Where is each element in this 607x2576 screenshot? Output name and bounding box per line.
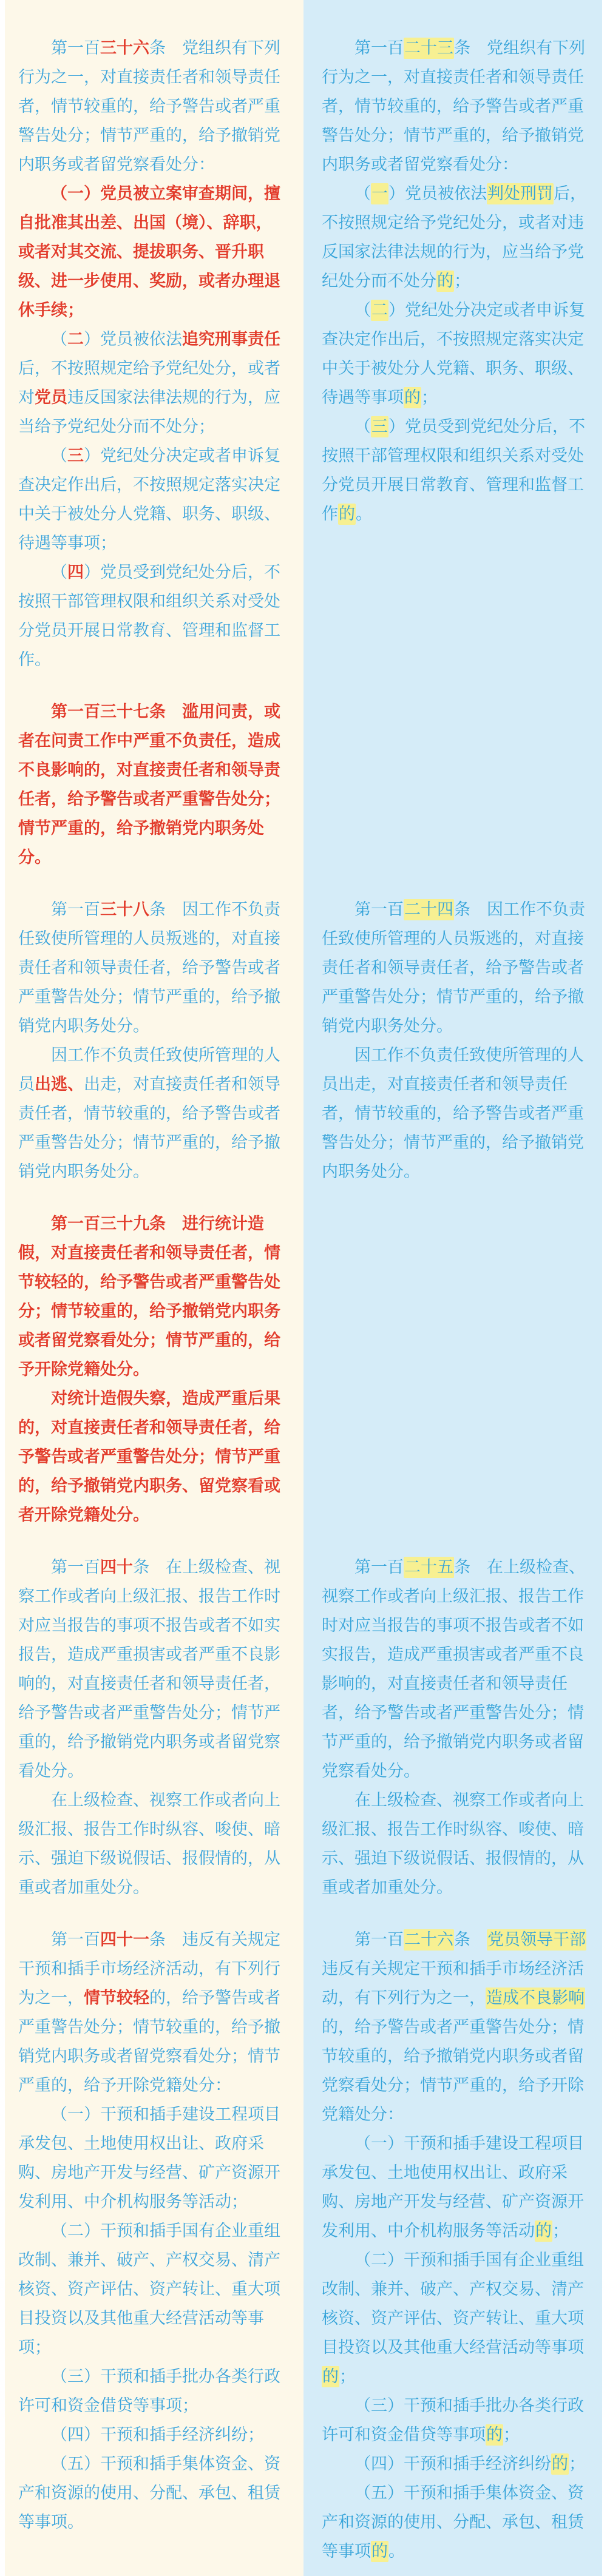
text-run: 出走，对直接责任者和领导责任者，情节较重的，给予警告或者严重警告处分；情节严重的，给予撤销党内职务处分。	[18, 1075, 280, 1181]
paragraph	[18, 1384, 287, 1530]
paragraph	[18, 698, 287, 872]
highlighted-text-run: 的	[322, 2367, 339, 2386]
paragraph	[18, 1210, 287, 1384]
paragraph	[322, 2392, 591, 2450]
text-run: ；	[503, 2426, 520, 2444]
text-run: 条 违反有关规定干预和插手市场经济活动，有下列行为之一，	[18, 1930, 280, 2008]
paragraph	[322, 1041, 591, 1187]
paragraph	[18, 2217, 287, 2362]
article-137-cell	[5, 698, 304, 872]
text-run: 条 在上级检查、视察工作或者向上级汇报、报告工作时对应当报告的事项不报告或者不如实报告，造成严重损害或者严重不良影响的，对直接责任者和领导责任者，给予警告或者严重警告处分；情节严重的，给予撤销党内职务或者留党察看处分。	[322, 1558, 585, 1781]
text-run: 因工作不负责任致使所管理的人员	[18, 1046, 280, 1094]
revised-text-run: （一）党员被立案审查期间，擅自批准其出差、出国（境）、辞职，或者对其交流、提拔职务、晋升职级、进一步使用、奖励，或者办理退休手续；	[18, 184, 280, 320]
text-run: ；	[454, 272, 470, 291]
paragraph	[322, 2450, 591, 2479]
paragraph	[322, 2129, 591, 2246]
text-run: ；	[569, 2455, 585, 2473]
text-run: ）党纪处分决定或者申诉复查决定作出后，不按照规定落实决定中关于被处分人党籍、职务、职级、待遇等事项	[322, 301, 585, 407]
article-138-cell	[5, 895, 304, 1187]
article-126-cell	[304, 1926, 602, 2566]
paragraph	[18, 895, 287, 1041]
revised-text-run: 第一百三十九条 进行统计造假，对直接责任者和领导责任者，情节较轻的，给予警告或者严重警告处分；情节较重的，给予撤销党内职务或者留党察看处分；情节严重的，给予开除党籍处分。	[18, 1215, 280, 1379]
highlighted-text-run: 的	[535, 2222, 552, 2241]
revised-text-run: 三	[67, 447, 84, 465]
text-run: （	[354, 301, 371, 320]
text-run: ；	[421, 388, 438, 407]
highlighted-text-run: 三	[371, 417, 388, 436]
empty-cell	[304, 698, 602, 872]
text-run: （二）干预和插手国有企业重组改制、兼并、破产、产权交易、清产核资、资产评估、资产转让、重大项目投资以及其他重大经营活动等事项；	[18, 2222, 280, 2357]
article-140-cell	[5, 1553, 304, 1903]
highlighted-text-run: 的	[404, 388, 421, 407]
text-run: 后，不按照规定给予党纪处分，或者对	[18, 359, 280, 407]
text-run: ）党员受到党纪处分后，不按照干部管理权限和组织关系对受处分党员开展日常教育、管理和监督工作	[322, 417, 585, 524]
paragraph	[322, 34, 591, 180]
revised-text-run: 情节较轻	[84, 1989, 149, 2008]
text-run: （四）干预和插手经济纠纷；	[51, 2426, 264, 2444]
text-run: ）党纪处分决定或者申诉复查决定作出后，不按照规定落实决定中关于被处分人党籍、职务、职级、待遇等事项；	[18, 447, 280, 553]
text-run: 条 在上级检查、视察工作或者向上级汇报、报告工作时对应当报告的事项不报告或者不如实报告，造成严重损害或者严重不良影响的，对直接责任者和领导责任者，给予警告或者严重警告处分；情节严重的，给予撤销党内职务或者留党察看处分。	[18, 1558, 280, 1781]
paragraph	[322, 2246, 591, 2392]
paragraph	[322, 1926, 591, 2129]
text-run: 条 党组织有下列行为之一，对直接责任者和领导责任者，情节较重的，给予警告或者严重警告处分；情节严重的，给予撤销党内职务或者留党察看处分：	[18, 39, 280, 174]
text-run: 因工作不负责任致使所管理的人员出走，对直接责任者和领导责任者，情节较重的，给予警告或者严重警告处分；情节严重的，给予撤销党内职务处分。	[322, 1046, 584, 1181]
text-run: （	[51, 563, 67, 582]
highlighted-text-run: 二	[371, 301, 388, 320]
text-run: （四）干预和插手经济纠纷	[354, 2455, 551, 2473]
text-run: （	[51, 447, 67, 465]
paragraph	[322, 296, 591, 413]
highlighted-text-run: 二十六	[404, 1930, 453, 1949]
text-run: 条 因工作不负责任致使所管理的人员叛逃的，对直接责任者和领导责任者，给予警告或者严重警告处分；情节严重的，给予撤销党内职务处分。	[18, 900, 280, 1036]
revised-text-run: 四	[67, 563, 84, 582]
highlighted-text-run: 的	[371, 2542, 388, 2561]
highlighted-text-run: 的	[486, 2426, 503, 2444]
paragraph	[18, 2450, 287, 2537]
text-run: 违反国家法律法规的行为，应当给予党纪处分而不处分；	[18, 388, 280, 436]
article-125-cell	[304, 1553, 602, 1903]
text-run: 在上级检查、视察工作或者向上级汇报、报告工作时纵容、唆使、暗示、强迫下级说假话、报假情的，从重或者加重处分。	[18, 1791, 280, 1897]
text-run: （	[354, 184, 371, 203]
text-run: 的，给予警告或者严重警告处分；情节较重的，给予撤销党内职务或者留党察看处分；情节严重的，给予开除党籍处分：	[18, 1989, 280, 2095]
paragraph	[322, 1553, 591, 1786]
text-run: 第一百	[354, 39, 404, 58]
article-141-cell	[5, 1926, 304, 2566]
paragraph	[322, 180, 591, 296]
text-run: （五）干预和插手集体资金、资产和资源的使用、分配、承包、租赁等事项	[322, 2484, 584, 2561]
highlighted-text-run: 党员领导干部	[487, 1930, 586, 1949]
article-136-cell	[5, 34, 304, 675]
revised-text-run: 四十	[100, 1558, 133, 1577]
paragraph	[322, 895, 591, 1041]
paragraph	[18, 2362, 287, 2421]
text-run: 违反有关规定干预和插手市场经济活动，有下列行为之一，	[322, 1960, 584, 2008]
article-123-cell	[304, 34, 602, 675]
paragraph	[18, 1786, 287, 1903]
paragraph	[18, 180, 287, 325]
text-run: ；	[552, 2222, 569, 2241]
paragraph	[18, 558, 287, 675]
text-run: ）党员受到党纪处分后，不按照干部管理权限和组织关系对受处分党员开展日常教育、管理和监督工作。	[18, 563, 280, 669]
text-run: 在上级检查、视察工作或者向上级汇报、报告工作时纵容、唆使、暗示、强迫下级说假话、报假情的，从重或者加重处分。	[322, 1791, 584, 1897]
revised-text-run: 党员	[35, 388, 67, 407]
revised-text-run: 三十八	[100, 900, 149, 919]
text-run: 。	[356, 505, 372, 524]
text-run: （三）干预和插手批办各类行政许可和资金借贷等事项	[322, 2396, 584, 2444]
text-run: 第一百	[51, 39, 100, 58]
highlighted-text-run: 一	[371, 184, 388, 203]
article-139-cell	[5, 1210, 304, 1530]
paragraph	[322, 1786, 591, 1903]
text-run: 第一百	[51, 900, 100, 919]
highlighted-text-run: 判处刑罚	[487, 184, 553, 203]
text-run: （一）干预和插手建设工程项目承发包、土地使用权出让、政府采购、房地产开发与经营、矿产资源开发利用、中介机构服务等活动	[322, 2134, 584, 2241]
revised-text-run: 三十六	[100, 39, 149, 58]
text-run: （二）干预和插手国有企业重组改制、兼并、破产、产权交易、清产核资、资产评估、资产转让、重大项目投资以及其他重大经营活动等事项	[322, 2251, 584, 2357]
text-run: 。	[388, 2542, 405, 2561]
text-run: （	[51, 330, 67, 349]
text-run: （一）干预和插手建设工程项目承发包、土地使用权出让、政府采购、房地产开发与经营、矿产资源开发利用、中介机构服务等活动；	[18, 2105, 280, 2211]
paragraph	[18, 2100, 287, 2217]
text-run: （	[354, 417, 371, 436]
text-run: 条 因工作不负责任致使所管理的人员叛逃的，对直接责任者和领导责任者，给予警告或者严重警告处分；情节严重的，给予撤销党内职务处分。	[322, 900, 585, 1036]
text-run: ）党员被依法	[84, 330, 182, 349]
highlighted-text-run: 造成不良影响	[486, 1989, 585, 2008]
text-run: （五）干预和插手集体资金、资产和资源的使用、分配、承包、租赁等事项。	[18, 2455, 280, 2532]
revised-text-run: 追究刑事责任	[182, 330, 280, 349]
text-run: 条	[454, 1930, 487, 1949]
text-run: 第一百	[354, 1930, 404, 1949]
paragraph	[18, 442, 287, 558]
empty-cell	[304, 1210, 602, 1530]
paragraph	[18, 1926, 287, 2100]
text-run: ；	[339, 2367, 356, 2386]
text-run: ）党员被依法	[388, 184, 487, 203]
revised-text-run: 第一百三十七条 滥用问责，或者在问责工作中严重不负责任，造成不良影响的，对直接责任者和领导责任者，给予警告或者严重警告处分；情节严重的，给予撤销党内职务处分。	[18, 703, 280, 867]
text-run: 第一百	[51, 1558, 100, 1577]
revised-text-run: 二	[67, 330, 84, 349]
paragraph	[18, 2421, 287, 2450]
text-run: 条 党组织有下列行为之一，对直接责任者和领导责任者，情节较重的，给予警告或者严重警告处分；情节严重的，给予撤销党内职务或者留党察看处分：	[322, 39, 585, 174]
text-run: 第一百	[354, 1558, 404, 1577]
highlighted-text-run: 二十四	[404, 900, 453, 919]
paragraph	[18, 1041, 287, 1187]
revised-text-run: 对统计造假失察，造成严重后果的，对直接责任者和领导责任者，给予警告或者严重警告处分；情节严重的，给予撤销党内职务、留党察看或者开除党籍处分。	[18, 1389, 280, 1525]
text-run: 第一百	[354, 900, 404, 919]
revised-text-run: 出逃、	[35, 1075, 84, 1094]
highlighted-text-run: 二十五	[404, 1558, 453, 1577]
paragraph	[322, 413, 591, 529]
highlighted-text-run: 二十三	[404, 39, 453, 58]
highlighted-text-run: 的	[552, 2455, 568, 2473]
text-run: 第一百	[51, 1930, 100, 1949]
text-run: 后，不按照规定给予党纪处分，或者对违反国家法律法规的行为，应当给予党纪处分而不处分	[322, 184, 586, 291]
paragraph	[18, 34, 287, 180]
highlighted-text-run: 的	[437, 272, 453, 291]
paragraph	[18, 1553, 287, 1786]
article-124-cell	[304, 895, 602, 1187]
text-run: 的，给予警告或者严重警告处分；情节较重的，给予撤销党内职务或者留党察看处分；情节严重的，给予开除党籍处分：	[322, 2018, 584, 2124]
text-run: （三）干预和插手批办各类行政许可和资金借贷等事项；	[18, 2367, 280, 2415]
paragraph	[322, 2479, 591, 2566]
paragraph	[18, 325, 287, 442]
revised-text-run: 四十一	[100, 1930, 149, 1949]
highlighted-text-run: 的	[339, 505, 355, 524]
